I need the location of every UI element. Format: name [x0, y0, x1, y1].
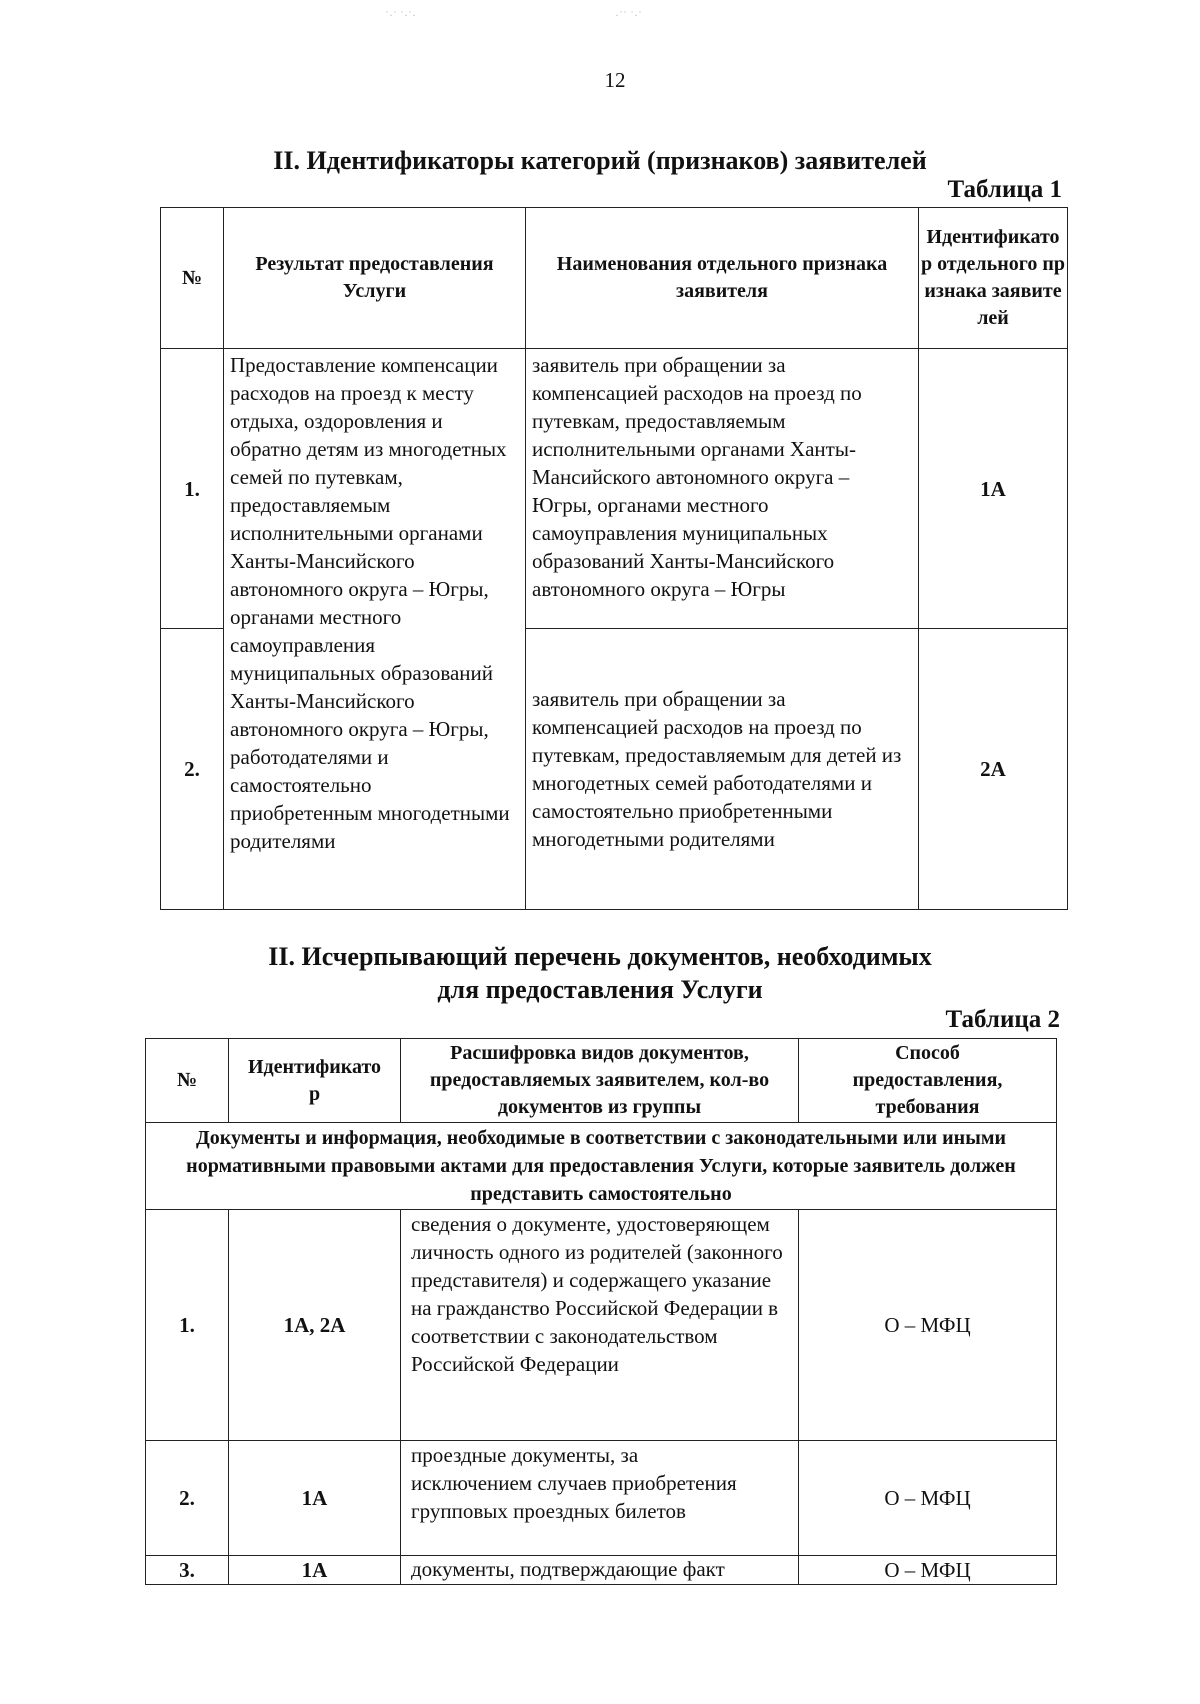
table-1-label: Таблица 1: [947, 176, 1062, 203]
method-cell: О – МФЦ: [799, 1210, 1057, 1441]
header-feature: Наименования отдельного признака заявителя: [526, 208, 919, 349]
section-2-title-line-2: для предоставления Услуги: [437, 975, 763, 1004]
identifier-cell: 1А: [229, 1441, 401, 1556]
row-number: 2.: [161, 629, 224, 910]
row-number: 2.: [146, 1441, 229, 1556]
table-row: [146, 1556, 1057, 1585]
identifier-cell: 1А: [919, 349, 1068, 629]
document-cell: проездные документы, за исключением случаев приобретения групповых проездных билетов: [401, 1441, 799, 1556]
page-number: 12: [604, 68, 626, 92]
header-method: Способ предоставления, требования: [799, 1039, 1057, 1123]
row-number: 3.: [146, 1556, 229, 1585]
table-row: [146, 1441, 1057, 1556]
feature-cell: заявитель при обращении за компенсацией расходов на проезд по путевкам, предоставляемым для детей из многодетных семей работодателями и самостоятельно приобретенными многодетными родителями: [526, 629, 919, 910]
document-cell: документы, подтверждающие факт: [401, 1556, 799, 1585]
document-cell: сведения о документе, удостоверяющем личность одного из родителей (законного представителя) и содержащего указание на гражданство Российской Федерации в соответствии с законодательством Российской Федерации: [401, 1210, 799, 1441]
table-header-row: [146, 1039, 1057, 1123]
method-cell: О – МФЦ: [799, 1441, 1057, 1556]
group-heading: Документы и информация, необходимые в соответствии с законодательными или иными нормативными правовыми актами для предоставления Услуги, которые заявитель должен представить самостоятельно: [146, 1123, 1057, 1210]
table-2: [145, 1038, 1057, 1585]
result-cell: Предоставление компенсации расходов на проезд к месту отдыха, оздоровления и обратно детям из многодетных семей по путевкам, предоставляемым исполнительными органами Ханты-Мансийского автономного округа – Югры, органами местного самоуправления муниципальных образований Ханты-Мансийского автономного округа – Югры, работодателями и самостоятельно приобретенным многодетными родителями: [224, 349, 526, 910]
identifier-cell: 1А, 2А: [229, 1210, 401, 1441]
section-2-title-line-1: II. Исчерпывающий перечень документов, необходимых: [268, 942, 932, 971]
section-1-title: II. Идентификаторы категорий (признаков) заявителей: [273, 146, 927, 175]
method-cell: О – МФЦ: [799, 1556, 1057, 1585]
header-identifier: Идентификатор отдельного признака заявителей: [919, 208, 1068, 349]
header-num: №: [161, 208, 224, 349]
table-row: [161, 349, 1068, 629]
table-1: [160, 207, 1068, 910]
feature-cell: заявитель при обращении за компенсацией расходов на проезд по путевкам, предоставляемым исполнительными органами Ханты-Мансийского автономного округа – Югры, органами местного самоуправления муниципальных образований Ханты-Мансийского автономного округа – Югры: [526, 349, 919, 629]
table-header-row: [161, 208, 1068, 349]
row-number: 1.: [146, 1210, 229, 1441]
header-result: Результат предоставления Услуги: [224, 208, 526, 349]
identifier-cell: 1А: [229, 1556, 401, 1585]
header-num: №: [146, 1039, 229, 1123]
header-identifier: Идентификатор: [229, 1039, 401, 1123]
scan-artifact: ·˙˙ ˙·˙: [615, 8, 642, 22]
header-documents: Расшифровка видов документов, предоставляемых заявителем, кол-во документов из группы: [401, 1039, 799, 1123]
table-row: [146, 1210, 1057, 1441]
identifier-cell: 2А: [919, 629, 1068, 910]
row-number: 1.: [161, 349, 224, 629]
scan-artifact: ˙·˙ ˙·˙·: [385, 8, 416, 22]
table-2-label: Таблица 2: [945, 1006, 1060, 1033]
group-heading-row: [146, 1123, 1057, 1210]
